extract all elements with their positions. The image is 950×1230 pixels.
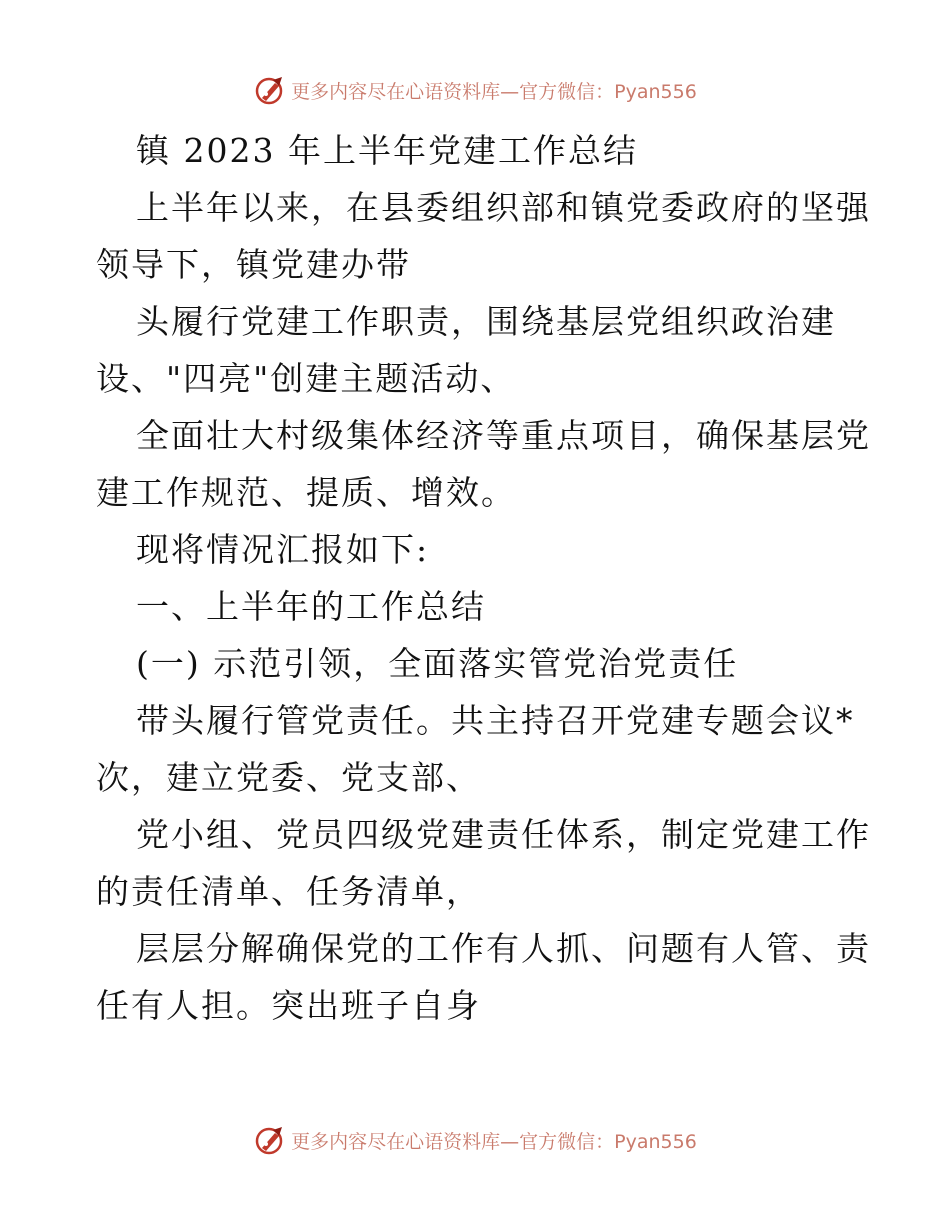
paragraph-line: 层层分解确保党的工作有人抓、问题有人管、责 [136, 929, 871, 968]
document-body [96, 122, 871, 1034]
watermark-text: 更多内容尽在心语资料库—官方微信：Pyan556 [291, 80, 697, 103]
paragraph-line: 带头履行管党责任。共主持召开党建专题会议* [136, 701, 855, 740]
paragraph-line: 设、"四亮"创建主题活动、 [96, 359, 516, 398]
header-watermark [0, 70, 950, 110]
footer-watermark [0, 1120, 950, 1160]
pen-logo-icon [253, 74, 285, 106]
paragraph-line: 领导下，镇党建办带 [96, 245, 411, 284]
paragraph-line: 上半年以来，在县委组织部和镇党委政府的坚强 [136, 188, 871, 227]
paragraph-line: 全面壮大村级集体经济等重点项目，确保基层党 [136, 416, 871, 455]
paragraph-line: (一) 示范引领，全面落实管党治党责任 [136, 644, 739, 683]
paragraph-line: 镇 2023 年上半年党建工作总结 [136, 131, 638, 170]
paragraph-line: 党小组、党员四级党建责任体系，制定党建工作 [136, 815, 871, 854]
paragraph-line: 一、上半年的工作总结 [136, 587, 486, 626]
watermark-text: 更多内容尽在心语资料库—官方微信：Pyan556 [291, 1130, 697, 1153]
paragraph-line: 次，建立党委、党支部、 [96, 758, 481, 797]
paragraph-line: 的责任清单、任务清单， [96, 872, 481, 911]
paragraph-line: 头履行党建工作职责，围绕基层党组织政治建 [136, 302, 836, 341]
paragraph-line: 现将情况汇报如下: [136, 530, 430, 569]
paragraph-line: 任有人担。突出班子自身 [96, 986, 481, 1025]
pen-logo-icon [253, 1124, 285, 1156]
paragraph-line: 建工作规范、提质、增效。 [96, 473, 516, 512]
